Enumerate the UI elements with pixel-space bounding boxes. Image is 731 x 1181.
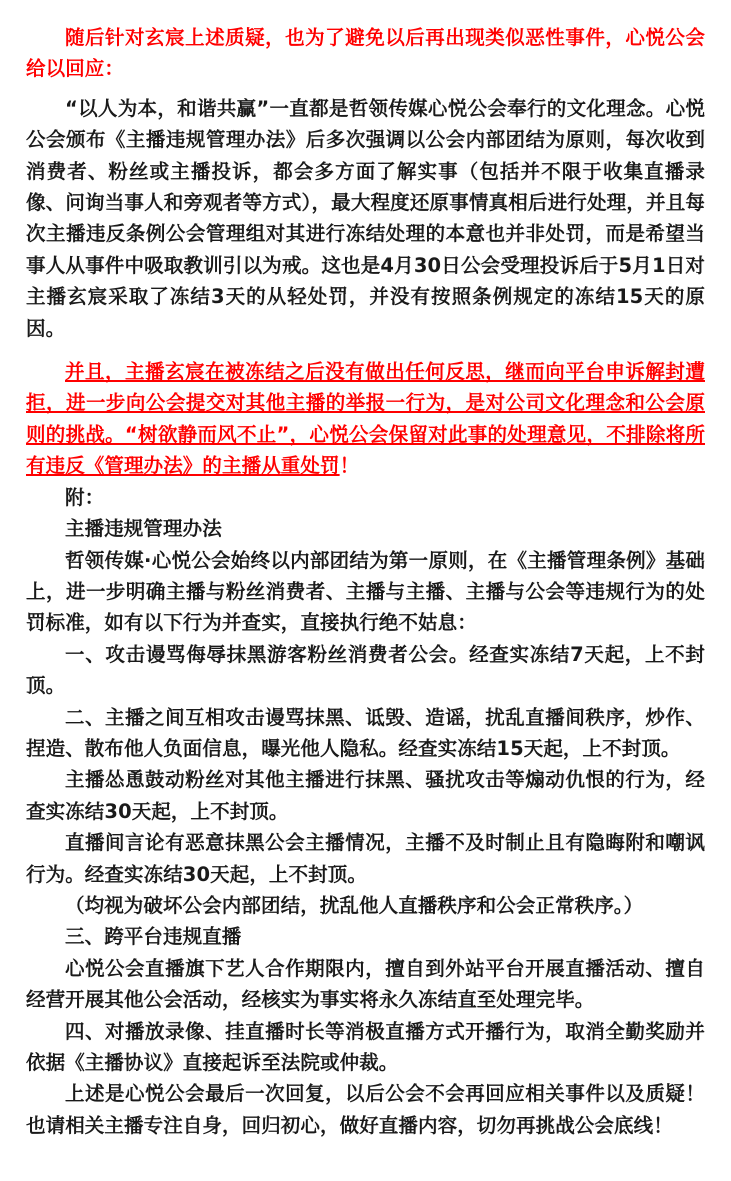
appendix-preamble: 哲领传媒·心悦公会始终以内部团结为第一原则，在《主播管理条例》基础上，进一步明确主播与粉丝消费者、主播与主播、主播与公会等违规行为的处罚标准，如有以下行为并查实，直接执行绝不姑息： (26, 548, 705, 635)
red-intro-heading: 随后针对玄宸上述质疑，也为了避免以后再出现类似恶性事件，心悦公会给以回应： (26, 26, 705, 81)
spacer (26, 85, 705, 93)
rule-item-4: 直播间言论有恶意抹黑公会主播情况，主播不及时制止且有隐晦附和嘲讽行为。经查实冻结30天起，上不封顶。 (26, 831, 705, 886)
culture-statement-paragraph: “以人为本，和谐共赢”一直都是哲领传媒心悦公会奉行的文化理念。心悦公会颁布《主播违规管理办法》后多次强调以公会内部团结为原则，每次收到消费者、粉丝或主播投诉，都会多方面了解实事（包括并不限于收集直播录像、问询当事人和旁观者等方式），最大程度还原事情真相后进行处理，并且每次主播违反条例公会管理组对其进行冻结处理的本意也并非处罚，而是希望当事人从事件中吸取教训引以为戒。这也是4月30日公会受理投诉后于5月1日对主播玄宸采取了冻结3天的从轻处罚，并没有按照条例规定的冻结15天的原因。 (26, 96, 705, 340)
warning-exclamation: ！ (339, 454, 360, 478)
appendix-label: 附： (65, 485, 105, 509)
spacer (26, 344, 705, 356)
rule-item-3: 主播怂恿鼓动粉丝对其他主播进行抹黑、骚扰攻击等煽动仇恨的行为，经查实冻结30天起，上不封顶。 (26, 768, 705, 823)
warning-paragraph (26, 356, 705, 482)
rule-four: 四、对播放录像、挂直播时长等消极直播方式开播行为，取消全勤奖励并依据《主播协议》直接起诉至法院或仲裁。 (26, 1019, 705, 1074)
rule-three-body: 心悦公会直播旗下艺人合作期限内，擅自到外站平台开展直播活动、擅自经营开展其他公会活动，经核实为事实将永久冻结直至处理完毕。 (26, 956, 705, 1012)
closing-paragraph: 上述是心悦公会最后一次回复，以后公会不会再回应相关事件以及质疑！也请相关主播专注自身，回归初心，做好直播内容，切勿再挑战公会底线！ (26, 1082, 705, 1137)
rule-three-title: 三、跨平台违规直播 (65, 925, 242, 949)
rule-item-1: 一、攻击谩骂侮辱抹黑游客粉丝消费者公会。经查实冻结7天起，上不封顶。 (26, 642, 705, 698)
appendix-title: 主播违规管理办法 (65, 517, 222, 541)
warning-underlined-text: 并且，主播玄宸在被冻结之后没有做出任何反思，继而向平台申诉解封遭拒，进一步向公会提交对其他主播的举报一行为，是对公司文化理念和公会原则的挑战。“树欲静而风不止”，心悦公会保留对此事的处理意见，不排除将所有违反《管理办法》的主播从重处罚 (26, 360, 705, 478)
rule-item-2: 二、主播之间互相攻击谩骂抹黑、诋毁、造谣，扰乱直播间秩序，炒作、捏造、散布他人负面信息，曝光他人隐私。经查实冻结15天起，上不封顶。 (26, 705, 705, 760)
rule-note: （均视为破坏公会内部团结，扰乱他人直播秩序和公会正常秩序。） (65, 893, 644, 917)
page-bottom-spacer (26, 1141, 705, 1181)
